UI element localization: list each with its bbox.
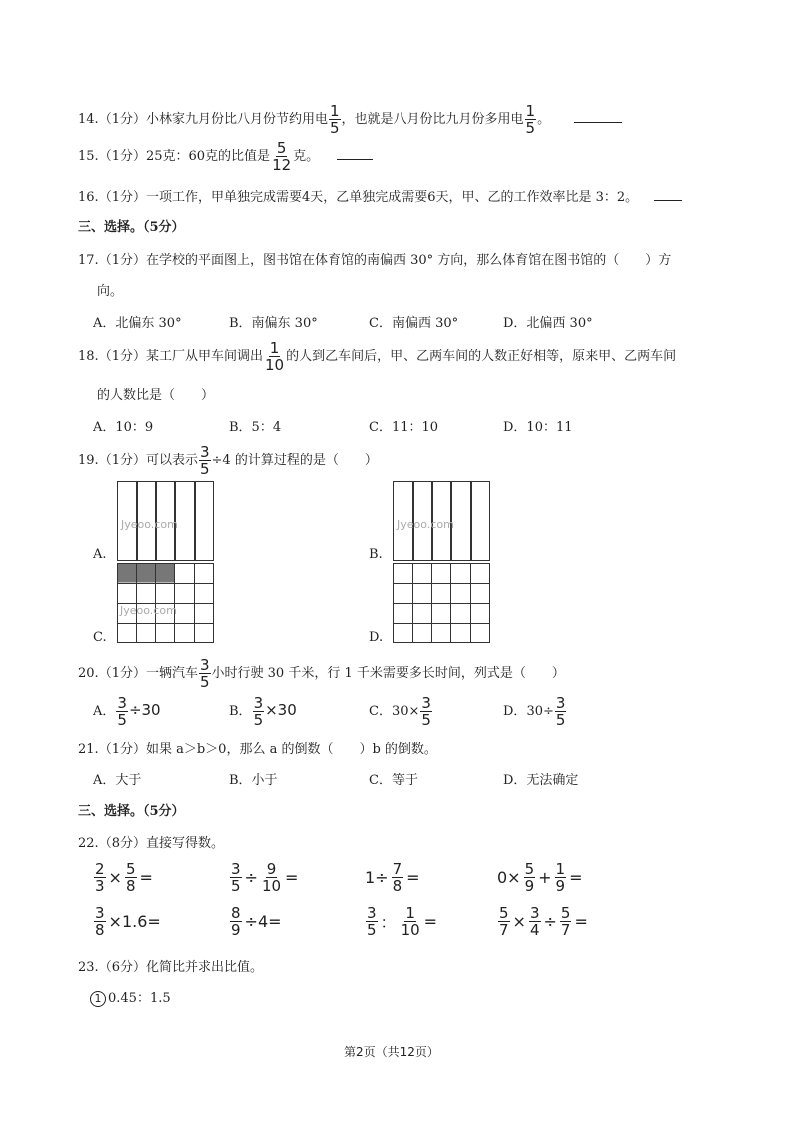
option-a[interactable]: A．北偏东 30° — [93, 316, 182, 331]
option-a[interactable]: A．10：9 — [93, 420, 154, 435]
option-c[interactable]: C．30× $\frac{3}{5}$ — [369, 694, 431, 729]
answer-blank[interactable] — [654, 186, 682, 201]
question-18-cont: 的人数比是（ ） — [97, 388, 215, 403]
fraction: $\frac{1}{10}$ — [264, 339, 285, 374]
section-heading: 三、选择。（5分） — [78, 804, 185, 819]
answer-blank[interactable] — [574, 108, 622, 123]
strip-diagram-b[interactable] — [393, 481, 490, 561]
question-15: 15.（1分）25克：60克的比值是 $\frac{5}{12}$ 克。 — [78, 140, 373, 173]
option-c-label[interactable]: C. — [93, 630, 107, 645]
question-23-item: 1 0.45：1.5 — [90, 987, 171, 1007]
watermark: Jyeoo.com — [121, 518, 178, 531]
fraction: $\frac{5}{12}$ — [272, 139, 292, 174]
math-expression: $\frac{2}{3}$ × $\frac{5}{8}$ = — [95, 860, 153, 895]
option-a-label[interactable]: A. — [93, 547, 107, 562]
page-footer: 第2页（共12页） — [344, 1045, 439, 1059]
math-expression: $\frac{3}{5}$ ÷ $\frac{9}{10}$ = — [231, 860, 299, 895]
math-expression: $\frac{8}{9}$ ÷4= — [231, 904, 282, 939]
strip-diagram-a[interactable] — [117, 481, 214, 561]
section-heading: 三、选择。（5分） — [78, 220, 185, 235]
circled-number: 1 — [90, 991, 106, 1007]
option-d[interactable]: D．北偏西 30° — [503, 316, 593, 331]
option-b-label[interactable]: B. — [369, 547, 383, 562]
question-16: 16.（1分）一项工作，甲单独完成需要4天，乙单独完成需要6天，甲、乙的工作效率比是 3：2。 — [78, 186, 682, 205]
math-expression: $\frac{3}{8}$ ×1.6= — [95, 904, 161, 939]
answer-blank[interactable] — [337, 145, 373, 160]
fraction: $\frac{1}{5}$ — [329, 102, 340, 137]
option-b[interactable]: B．5：4 — [229, 420, 282, 435]
option-d[interactable]: D．30÷ $\frac{3}{5}$ — [503, 694, 566, 729]
question-17-cont: 向。 — [97, 284, 124, 299]
option-b[interactable]: B．小于 — [229, 773, 278, 788]
option-c[interactable]: C．等于 — [369, 773, 418, 788]
option-d[interactable]: D．10：11 — [503, 420, 573, 435]
question-17: 17.（1分）在学校的平面图上，图书馆在体育馆的南偏西 30° 方向，那么体育馆在图书馆的（ ）方 — [78, 253, 672, 268]
option-d-label[interactable]: D. — [369, 630, 384, 645]
math-expression: 0× $\frac{5}{9}$ + $\frac{1}{9}$ = — [497, 860, 583, 895]
fraction: $\frac{1}{5}$ — [525, 102, 536, 137]
watermark: Jyeoo.com — [397, 518, 454, 531]
option-c[interactable]: C．南偏西 30° — [369, 316, 459, 331]
watermark: Jyeoo.com — [120, 604, 177, 617]
grid-diagram-c[interactable] — [117, 563, 214, 643]
option-a[interactable]: A．大于 — [93, 773, 142, 788]
grid-diagram-d[interactable] — [393, 563, 490, 643]
question-18: 18.（1分）某工厂从甲车间调出 $\frac{1}{10}$ 的人到乙车间后，甲、乙两车间的人数正好相等，原来甲、乙两车间 — [78, 339, 677, 374]
option-a[interactable]: A． $\frac{3}{5}$ ÷30 — [93, 694, 161, 729]
option-d[interactable]: D．无法确定 — [503, 773, 579, 788]
math-expression: $\frac{3}{5}$ ： $\frac{1}{10}$ = — [367, 904, 438, 939]
math-expression: $\frac{5}{7}$ × $\frac{3}{4}$ ÷ $\frac{5}{7}$ = — [499, 904, 588, 939]
question-20: 20.（1分）一辆汽车 $\frac{3}{5}$ 小时行驶 30 千米，行 1 千米需要多长时间，列式是（ ） — [78, 656, 565, 691]
question-21: 21.（1分）如果 a＞b＞0，那么 a 的倒数（ ）b 的倒数。 — [78, 742, 437, 757]
question-14: 14.（1分）小林家九月份比八月份节约用电 $\frac{1}{5}$ ，也就是八月份比九月份多用电 $\frac{1}{5}$ 。 — [78, 103, 622, 136]
math-expression: 1÷ $\frac{7}{8}$ = — [365, 860, 420, 895]
question-19: 19.（1分）可以表示 $\frac{3}{5}$ ÷4 的计算过程的是（ ） — [78, 443, 378, 478]
option-c[interactable]: C．11：10 — [369, 420, 439, 435]
fraction: $\frac{3}{5}$ — [199, 443, 210, 478]
option-b[interactable]: B．南偏东 30° — [229, 316, 318, 331]
question-22: 22.（8分）直接写得数。 — [78, 836, 224, 851]
question-23: 23.（6分）化简比并求出比值。 — [78, 960, 263, 975]
fraction: $\frac{3}{5}$ — [199, 656, 210, 691]
option-b[interactable]: B． $\frac{3}{5}$ ×30 — [229, 694, 297, 729]
